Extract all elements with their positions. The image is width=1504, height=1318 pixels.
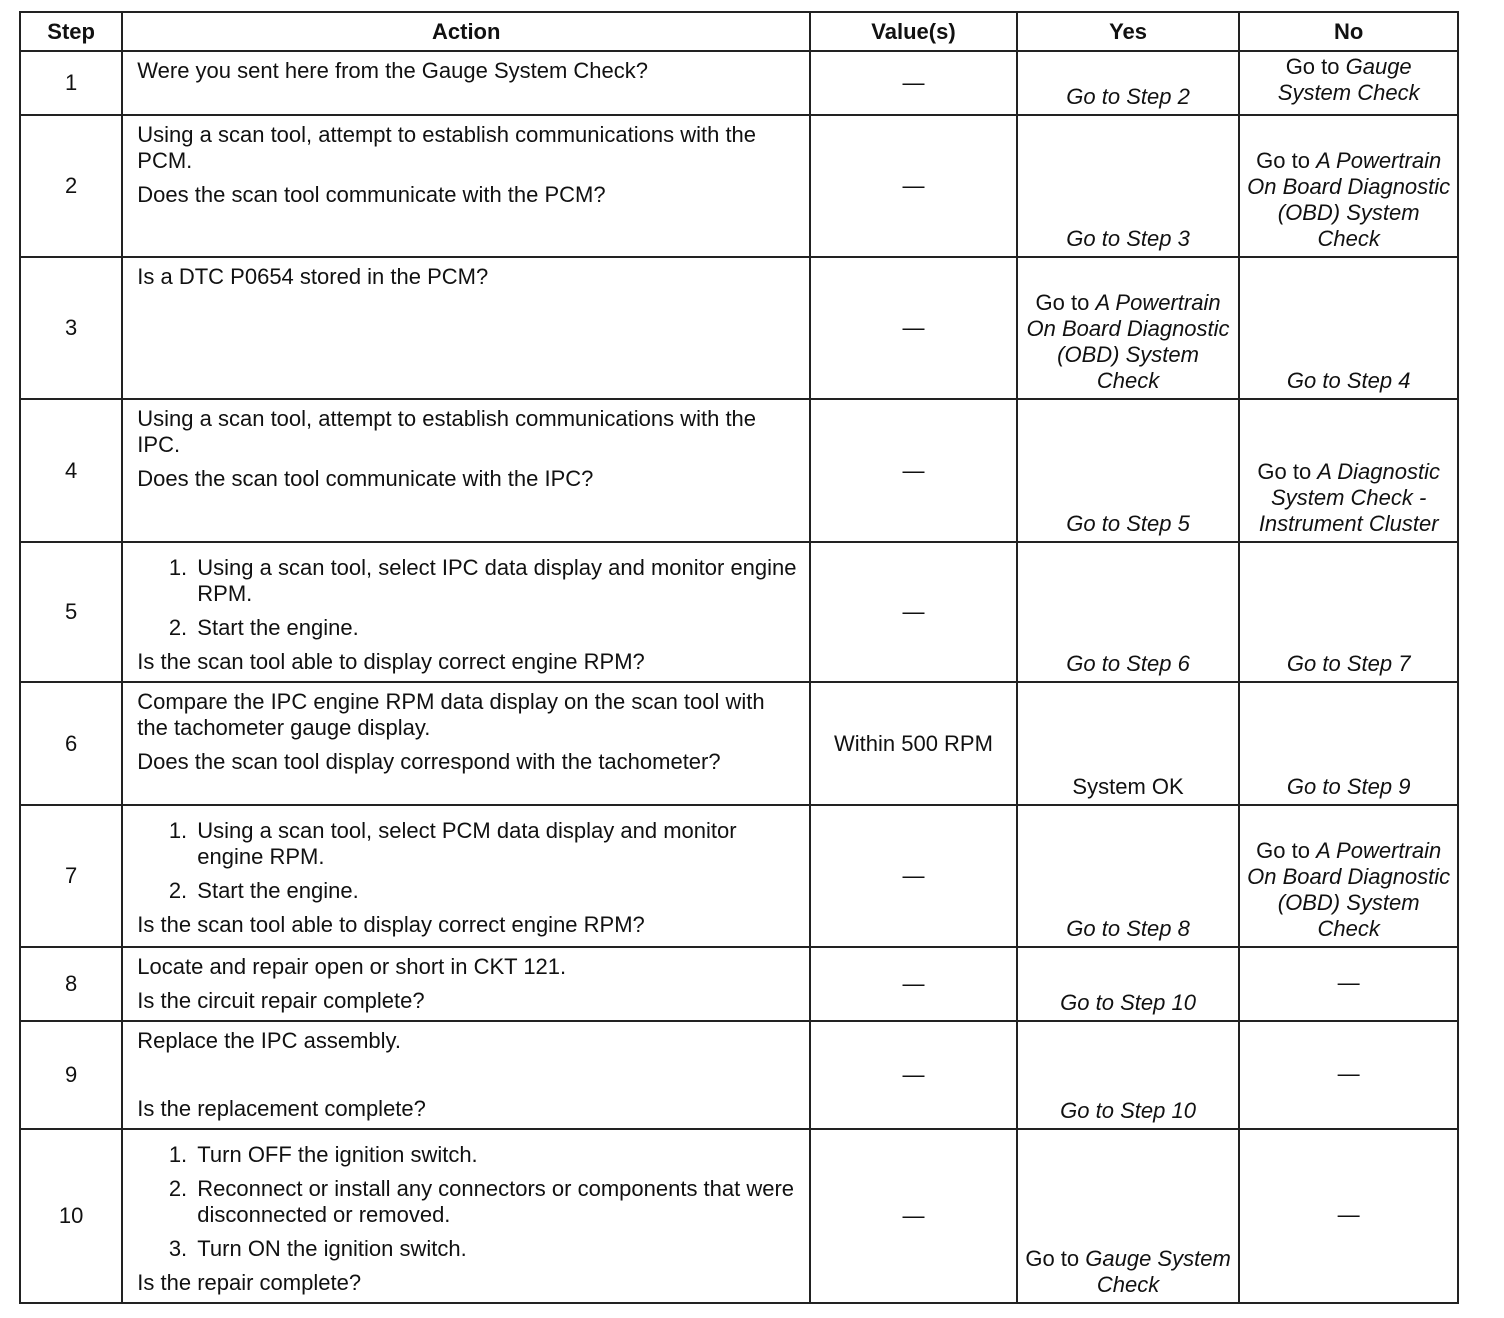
header-yes: Yes: [1017, 12, 1240, 51]
yes-cell: [1017, 682, 1240, 805]
yes-prefix: Go to: [1025, 1246, 1086, 1271]
action-question: Is the repair complete?: [137, 1270, 362, 1295]
value-cell: —: [810, 399, 1017, 542]
yes-link: Go to Step 10: [1060, 990, 1196, 1015]
value-cell: —: [810, 947, 1017, 1021]
action-question: Is the scan tool able to display correct engine RPM?: [137, 649, 645, 674]
action-text: Is a DTC P0654 stored in the PCM?: [137, 264, 489, 289]
value-cell: —: [810, 542, 1017, 682]
action-step: 2. Reconnect or install any connectors or components that were disconnected or removed.: [193, 1176, 801, 1228]
yes-cell: [1017, 542, 1240, 682]
step-number: 4: [20, 399, 122, 542]
action-question: Is the circuit repair complete?: [137, 988, 425, 1013]
table-row: [20, 947, 1458, 1021]
action-step: 1. Turn OFF the ignition switch.: [193, 1142, 801, 1168]
value-cell: —: [810, 51, 1017, 115]
action-question: Does the scan tool communicate with the PCM?: [137, 182, 606, 207]
action-cell: [122, 805, 810, 947]
action-text: Compare the IPC engine RPM data display on the scan tool with the tachometer gauge display.: [137, 689, 765, 740]
action-text: Were you sent here from the Gauge System Check?: [137, 58, 649, 83]
step-number: 8: [20, 947, 122, 1021]
no-link: A Powertrain On Board Diagnostic (OBD) System Check: [1247, 838, 1451, 941]
no-cell: —: [1239, 1129, 1458, 1303]
yes-cell: [1017, 399, 1240, 542]
table-row: [20, 115, 1458, 257]
yes-prefix: System OK: [1072, 774, 1184, 799]
table-row: [20, 542, 1458, 682]
yes-link: Go to Step 5: [1066, 511, 1190, 536]
value-cell: —: [810, 805, 1017, 947]
value-cell: —: [810, 115, 1017, 257]
yes-link: Gauge System Check: [1085, 1246, 1231, 1297]
yes-prefix: Go to: [1035, 290, 1096, 315]
action-cell: [122, 51, 810, 115]
yes-cell: [1017, 805, 1240, 947]
table-row: [20, 682, 1458, 805]
action-text: Using a scan tool, attempt to establish communications with the PCM.: [137, 122, 757, 173]
diagnostic-table: [19, 11, 1459, 1304]
table-row: [20, 257, 1458, 399]
no-cell: [1239, 542, 1458, 682]
no-cell: [1239, 257, 1458, 399]
action-text: Using a scan tool, attempt to establish communications with the IPC.: [137, 406, 757, 457]
no-cell: —: [1239, 1021, 1458, 1129]
step-number: 3: [20, 257, 122, 399]
value-cell: —: [810, 1129, 1017, 1303]
no-link: A Powertrain On Board Diagnostic (OBD) System Check: [1247, 148, 1451, 251]
action-steps: [137, 555, 801, 641]
action-cell: [122, 399, 810, 542]
header-values: Value(s): [810, 12, 1017, 51]
header-step: Step: [20, 12, 122, 51]
no-cell: [1239, 399, 1458, 542]
action-cell: [122, 682, 810, 805]
step-number: 2: [20, 115, 122, 257]
table-row: [20, 1129, 1458, 1303]
no-cell: [1239, 115, 1458, 257]
action-cell: [122, 1021, 810, 1129]
header-action: Action: [122, 12, 810, 51]
no-cell: —: [1239, 947, 1458, 1021]
yes-link: Go to Step 6: [1066, 651, 1190, 676]
no-prefix: Go to: [1257, 459, 1318, 484]
step-number: 9: [20, 1021, 122, 1129]
action-cell: [122, 1129, 810, 1303]
action-question: Is the scan tool able to display correct engine RPM?: [137, 912, 645, 937]
yes-link: Go to Step 8: [1066, 916, 1190, 941]
no-link: Go to Step 9: [1286, 774, 1411, 799]
no-prefix: Go to: [1285, 54, 1346, 79]
step-number: 6: [20, 682, 122, 805]
no-cell: [1239, 51, 1458, 115]
yes-cell: [1017, 51, 1240, 115]
value-cell: Within 500 RPM: [810, 682, 1017, 805]
yes-link: Go to Step 2: [1066, 84, 1190, 109]
no-cell: [1239, 682, 1458, 805]
action-cell: [122, 947, 810, 1021]
action-cell: [122, 115, 810, 257]
no-link: Gauge System Check: [1277, 54, 1420, 105]
action-cell: [122, 257, 810, 399]
action-steps: [137, 818, 801, 904]
action-cell: [122, 542, 810, 682]
table-row: [20, 805, 1458, 947]
action-step: 1. Using a scan tool, select IPC data display and monitor engine RPM.: [193, 555, 801, 607]
no-link: A Diagnostic System Check - Instrument Cluster: [1258, 459, 1440, 536]
value-cell: —: [810, 257, 1017, 399]
table-row: [20, 51, 1458, 115]
spacer: [137, 1062, 801, 1096]
value-cell: —: [810, 1021, 1017, 1129]
yes-cell: [1017, 1129, 1240, 1303]
action-step: 1. Using a scan tool, select PCM data display and monitor engine RPM.: [193, 818, 801, 870]
action-question: Is the replacement complete?: [137, 1096, 426, 1121]
no-prefix: Go to: [1256, 838, 1317, 863]
yes-cell: [1017, 1021, 1240, 1129]
yes-cell: [1017, 257, 1240, 399]
action-question: Does the scan tool communicate with the IPC?: [137, 466, 594, 491]
action-step: 2. Start the engine.: [193, 615, 801, 641]
yes-link: A Powertrain On Board Diagnostic (OBD) System Check: [1026, 290, 1230, 393]
step-number: 7: [20, 805, 122, 947]
yes-link: Go to Step 3: [1066, 226, 1190, 251]
table-row: [20, 399, 1458, 542]
step-number: 5: [20, 542, 122, 682]
no-link: Go to Step 7: [1286, 651, 1411, 676]
no-cell: [1239, 805, 1458, 947]
yes-link: Go to Step 10: [1060, 1098, 1196, 1123]
header-no: No: [1239, 12, 1458, 51]
table-row: [20, 1021, 1458, 1129]
no-prefix: Go to: [1256, 148, 1317, 173]
no-link: Go to Step 4: [1286, 368, 1411, 393]
action-text: Locate and repair open or short in CKT 121.: [137, 954, 567, 979]
action-step: 3. Turn ON the ignition switch.: [193, 1236, 801, 1262]
action-text: Replace the IPC assembly.: [137, 1028, 401, 1053]
action-steps: [137, 1142, 801, 1262]
step-number: 10: [20, 1129, 122, 1303]
action-step: 2. Start the engine.: [193, 878, 801, 904]
step-number: 1: [20, 51, 122, 115]
yes-cell: [1017, 947, 1240, 1021]
action-question: Does the scan tool display correspond with the tachometer?: [137, 749, 721, 774]
header-row: [20, 12, 1458, 51]
yes-cell: [1017, 115, 1240, 257]
